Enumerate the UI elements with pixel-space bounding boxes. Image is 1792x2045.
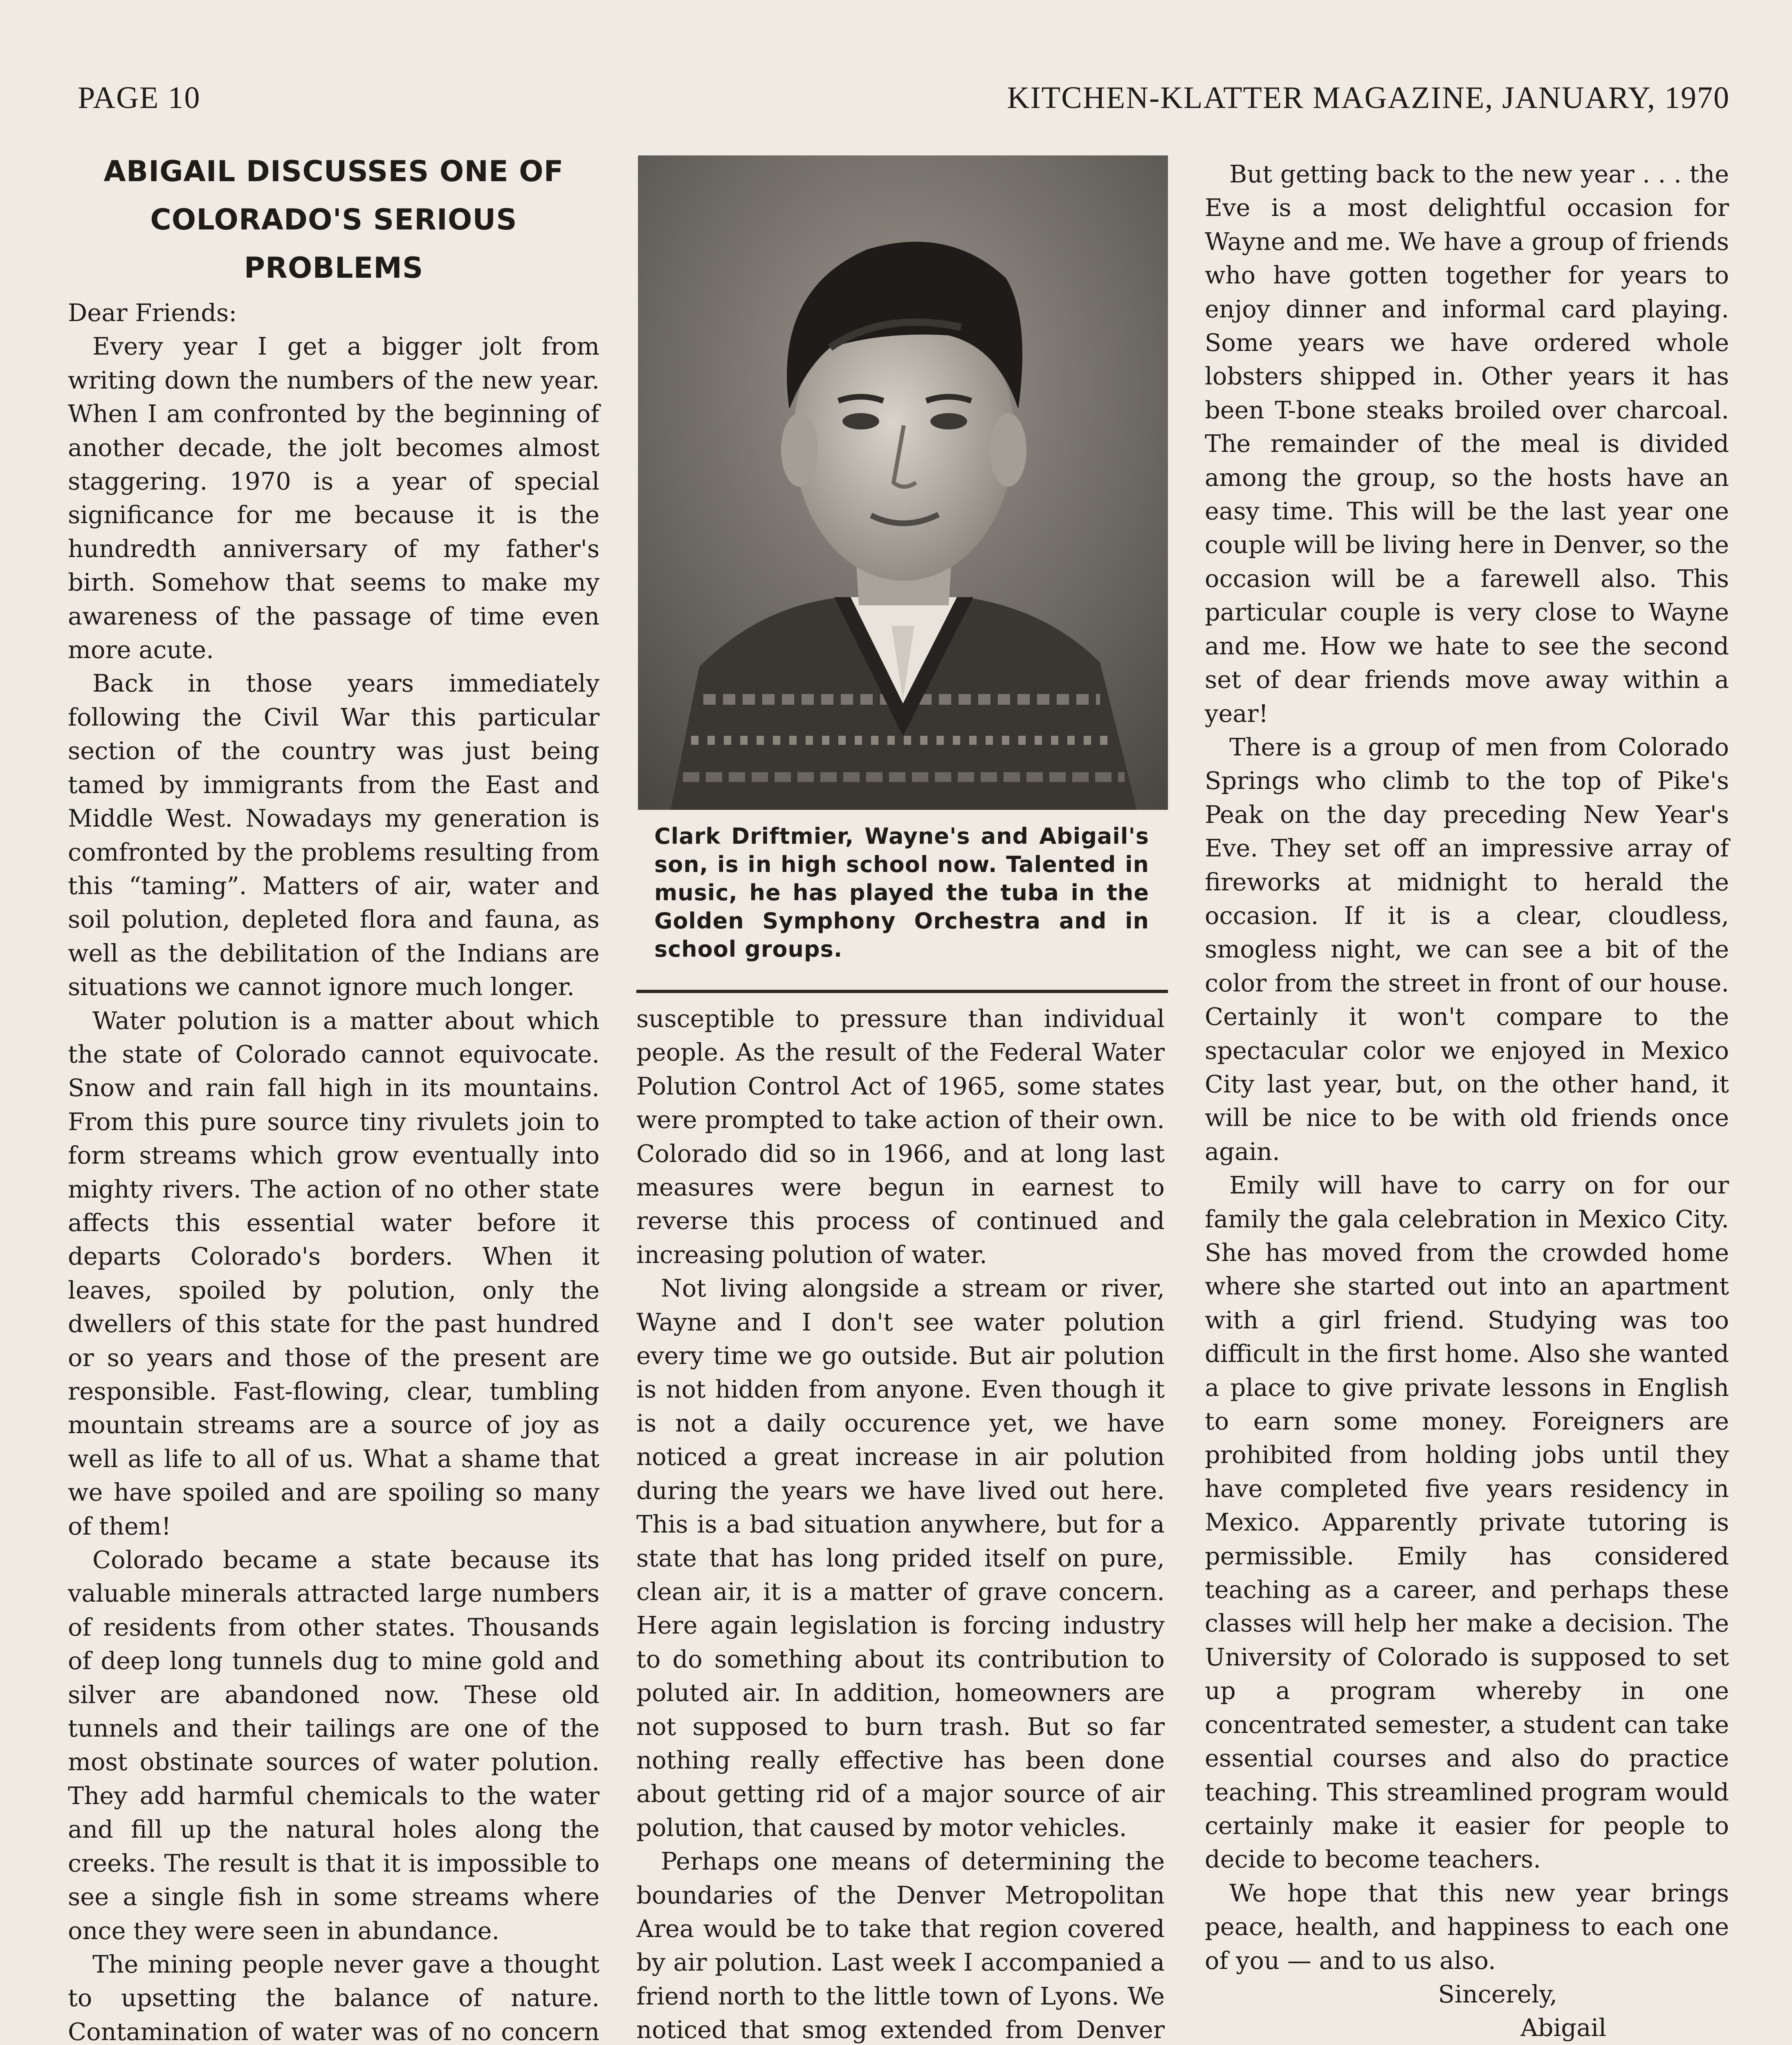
salutation: Dear Friends:	[68, 299, 237, 327]
paragraph: susceptible to pressure than individual people. As the result of the Federal Water Polution Control Act of 1965, some states were prompted to take action of their own. Colorado did so in 1966, and at long last measures were begun in earnest to reverse this process of continued and increasing polution of water.	[636, 1005, 1165, 1269]
divider	[636, 990, 1168, 993]
masthead: KITCHEN-KLATTER MAGAZINE, JANUARY, 1970	[1007, 81, 1730, 115]
paragraph: Back in those years immediately following the Civil War this particular section of the country was just being tamed by immigrants from the East and Middle West. Nowadays my generation is comfronted by the problems resulting from this “taming”. Matters of air, water and soil polution, depleted flora and fauna, as well as the debilitation of the Indians are situations we cannot ignore much longer.	[68, 669, 600, 1001]
paragraph: Every year I get a bigger jolt from writing down the numbers of the new year. When I am confronted by the beginning of another decade, the jolt becomes almost staggering. 1970 is a year of special significance for me because it is the hundredth anniversary of my father's birth. Somehow that seems to make my awareness of the passage of time even more acute.	[68, 332, 600, 664]
signature: Abigail	[1520, 2014, 1606, 2042]
article-column-1	[68, 147, 600, 2045]
article-title	[68, 147, 600, 292]
paragraph: Emily will have to carry on for our family the gala celebration in Mexico City. She has moved from the crowded home where she started out into an apartment with a girl friend. Studying was too difficult in the first home. Also she wanted a place to give private lessons in English to earn some money. Foreigners are prohibited from holding jobs until they have completed five years residency in Mexico. Apparently private tutoring is permissible. Emily has considered teaching as a career, and perhaps these classes will help her make a decision. The University of Colorado is supposed to set up a program whereby in one concentrated semester, a student can take essential courses and also do practice teaching. This streamlined program would certainly make it easier for people to decide to become teachers.	[1205, 1171, 1729, 1874]
portrait-photo	[638, 155, 1168, 810]
article-column-2	[636, 1002, 1165, 2045]
paragraph: There is a group of men from Colorado Springs who climb to the top of Pike's Peak on the day preceding New Year's Eve. They set off an impressive array of fireworks at midnight to herald the occasion. If it is a clear, cloudless, smogless night, we can see a bit of the color from the street in front of our house. Certainly it won't compare to the spectacular color we enjoyed in Mexico City last year, but, on the other hand, it will be nice to be with old friends once again.	[1205, 733, 1729, 1166]
photo-caption: Clark Driftmier, Wayne's and Abigail's son, is in high school now. Talented in music, he has played the tuba in the Golden Symphony Orchestra and in school groups.	[654, 823, 1149, 962]
paragraph: Perhaps one means of determining the boundaries of the Denver Metropolitan Area would be to take that region covered by air polution. Last week I accompanied a friend north to the little town of Lyons. We noticed that smog extended from Denver	[636, 1847, 1165, 2044]
paragraph: We hope that this new year brings peace, health, and happiness to each one of you — and to us also.	[1205, 1879, 1729, 1975]
paragraph: But getting back to the new year . . . the Eve is a most delightful occasion for Wayne and me. We have a group of friends who have gotten together for years to enjoy dinner and informal card playing. Some years we have ordered whole lobsters shipped in. Other years it has been T-bone steaks broiled over charcoal. The remainder of the meal is divided among the group, so the hosts have an easy time. This will be the last year one couple will be living here in Denver, so the occasion will be a farewell also. This particular couple is very close to Wayne and me. How we hate to see the second set of dear friends move away within a year!	[1205, 160, 1729, 728]
paragraph: Water polution is a matter about which the state of Colorado cannot equivocate. Snow and rain fall high in its mountains. From this pure source tiny rivulets join to form streams which grow eventually into mighty rivers. The action of no other state affects this essential water before it departs Colorado's borders. When it leaves, spoiled by polution, only the dwellers of this state for the past hundred or so years and those of the present are responsible. Fast-flowing, clear, tumbling mountain streams are a source of joy as well as life to all of us. What a shame that we have spoiled and are spoiling so many of them!	[68, 1006, 600, 1540]
article-title-line-1: ABIGAIL DISCUSSES ONE OF	[103, 155, 564, 188]
page-number: PAGE 10	[78, 81, 201, 115]
page-header	[78, 80, 1730, 117]
paragraph: The mining people never gave a thought to upsetting the balance of nature. Contamination of water was of no concern	[68, 1950, 600, 2045]
paragraph: Not living alongside a stream or river, Wayne and I don't see water polution every time we go outside. But air polution is not hidden from anyone. Even though it is not a daily occurence yet, we have noticed a great increase in air polution during the years we have lived out here. This is a bad situation anywhere, but for a state that has long prided itself on pure, clean air, it is a matter of grave concern. Here again legislation is forcing industry to do something about its contribution to poluted air. In addition, homeowners are not supposed to burn trash. But so far nothing really effective has been done about getting rid of a major source of air polution, that caused by motor vehicles.	[636, 1274, 1165, 1842]
article-column-3	[1205, 157, 1729, 2045]
article-title-line-2: COLORADO'S SERIOUS PROBLEMS	[150, 203, 517, 285]
paragraph: Colorado became a state because its valuable minerals attracted large numbers of residents from other states. Thousands of deep long tunnels dug to mine gold and silver are abandoned now. These old tunnels and their tailings are one of the most obstinate sources of water polution. They add harmful chemicals to the water and fill up the natural holes along the creeks. The result is that it is impossible to see a single fish in some streams where once they were seen in abundance.	[68, 1546, 600, 1945]
closing: Sincerely,	[1438, 1980, 1557, 2008]
